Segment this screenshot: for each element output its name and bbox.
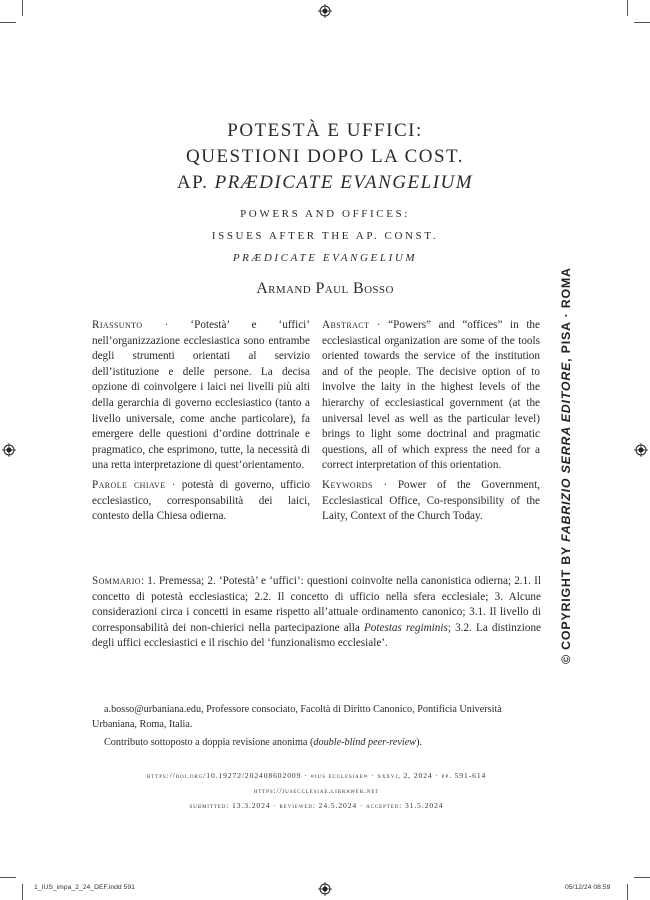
- author-footnote: [92, 703, 541, 755]
- title-line-2: QUESTIONI DOPO LA COST.: [186, 146, 464, 167]
- keywords-text: · Power of the Government, Ecclesiastical Office, Co-responsibility of the Laity, Context of the Church Today.: [322, 478, 540, 523]
- sommario-text-a: : 1. Premessa; 2. ‘Potestà’ e ‘uffici’: questioni coinvolte nella canonistica odierna; 2.1. Il concetto di potestà ecclesiastica; 2.2. Il concetto di ufficio nella sfera ecclesiale; 3. Alcune considerazioni circa i concetti in esame rispetto all’attuale ordinamento canonico; 3.1. Il livello di corresponsabilità dei non-chierici nella partecipazione alla: [92, 575, 541, 634]
- parole-chiave-label: Parole chiave: [92, 478, 166, 491]
- copyright-notice: [559, 267, 573, 664]
- crop-mark-bottom-left-v: [22, 884, 23, 900]
- riassunto-label: Riassunto: [92, 319, 143, 331]
- sommario-text-b: ; 3.2. La distinzione degli uffici ecclesiastici e il rischio del ‘funzionalismo ecclesiale’.: [92, 621, 541, 650]
- parole-chiave-text: · potestà di governo, ufficio ecclesiastico, corresponsabilità dei laici, contesto della Chiesa odierna.: [92, 478, 310, 523]
- crop-mark-top-right-v: [627, 0, 628, 16]
- abstract-paragraph: [322, 318, 540, 474]
- copyright-prefix: © COPYRIGHT BY: [559, 541, 573, 664]
- publication-metadata: [92, 768, 541, 813]
- author-name: Armand Paul Bosso: [256, 280, 394, 297]
- subtitle-line-1: POWERS AND OFFICES:: [240, 208, 410, 220]
- sommario-text-italic: Potestas regiminis: [363, 621, 448, 634]
- copyright-suffix: , PISA · ROMA: [559, 267, 573, 362]
- crop-mark-top-right-h: [634, 22, 650, 23]
- registration-mark-bottom-icon: [318, 882, 332, 896]
- keywords-label: Keywords: [322, 478, 373, 491]
- subtitle-line-2: ISSUES AFTER THE AP. CONST.: [211, 230, 439, 242]
- crop-mark-bottom-right-v: [627, 884, 628, 900]
- doi-line: https://doi.org/10.19272/202408602009 · «ius ecclesiae» · xxxvi, 2, 2024 · pp. 591-614: [146, 771, 487, 780]
- english-title: [0, 203, 650, 269]
- title-line-3-italic: PRÆDICATE EVANGELIUM: [214, 172, 474, 193]
- title-line-1: POTESTÀ E UFFICI:: [227, 120, 423, 141]
- riassunto-paragraph: [92, 318, 310, 474]
- registration-mark-right-icon: [634, 443, 648, 457]
- copyright-publisher: FABRIZIO SERRA EDITORE: [559, 361, 573, 542]
- slug-timestamp: 05/12/24 08:59: [565, 884, 611, 891]
- italian-abstract-column: [92, 318, 310, 529]
- abstract-label: Abstract: [322, 319, 370, 331]
- peer-review-italic: double-blind peer-review: [313, 737, 417, 748]
- crop-mark-bottom-left-h: [0, 877, 16, 878]
- sommario-label: Sommario: [92, 575, 141, 587]
- abstract-text: · “Powers” and “offices” in the ecclesiastical organization are some of the tools oriented towards the service of the institution and of the people. The decisive option of to involve the laity in the highest levels of the hierarchy of ecclesiastical government (at the universal level as well as the particular level) brings to light some doctrinal and pragmatic questions, all of which express the need for a correct interpretation of this orientation.: [322, 319, 540, 472]
- article-title: [0, 118, 650, 196]
- crop-mark-bottom-right-h: [634, 877, 650, 878]
- dates-line: submitted: 13.3.2024 · reviewed: 24.5.2024 · accepted: 31.5.2024: [189, 801, 444, 810]
- title-line-3-prefix: AP.: [176, 172, 215, 193]
- subtitle-line-3: PRÆDICATE EVANGELIUM: [232, 252, 418, 264]
- registration-mark-top-icon: [318, 4, 332, 18]
- english-abstract-column: [322, 318, 540, 529]
- title-line-3: [0, 170, 650, 196]
- slug-filename: 1_IUS_impa_2_24_DEF.indd 591: [34, 884, 135, 891]
- peer-review-note: [92, 736, 541, 751]
- keywords-paragraph: [322, 478, 540, 525]
- affiliation-note: a.bosso@urbaniana.edu, Professore consociato, Facoltà di Diritto Canonico, Pontificia Università Urbaniana, Roma, Italia.: [92, 704, 502, 730]
- journal-url-line: https://iusecclesiae.libraweb.net: [253, 786, 380, 795]
- peer-review-prefix: Contributo sottoposto a doppia revisione anonima (: [104, 737, 314, 748]
- crop-mark-top-left-h: [0, 22, 16, 23]
- crop-mark-top-left-v: [22, 0, 23, 16]
- sommario-paragraph: [92, 574, 541, 652]
- riassunto-text: · ‘Potestà’ e ‘uffici’ nell’organizzazione ecclesiastica sono entrambe degli strumenti orientati al servizio dell’istituzione e delle persone. La decisa opzione di coinvolgere i laici nei livelli più alti della gerarchia di governo ecclesiastico (tanto a livello universale, come anche particolare), fa emergere delle questioni d’ordine dottrinale e pragmatico, che esprimono, tutte, la necessità di una retta interpretazione di quest’orientamento.: [92, 319, 310, 472]
- table-of-contents-summary: [92, 574, 541, 652]
- registration-mark-left-icon: [2, 443, 16, 457]
- parole-chiave-paragraph: [92, 478, 310, 525]
- peer-review-suffix: ).: [416, 737, 423, 748]
